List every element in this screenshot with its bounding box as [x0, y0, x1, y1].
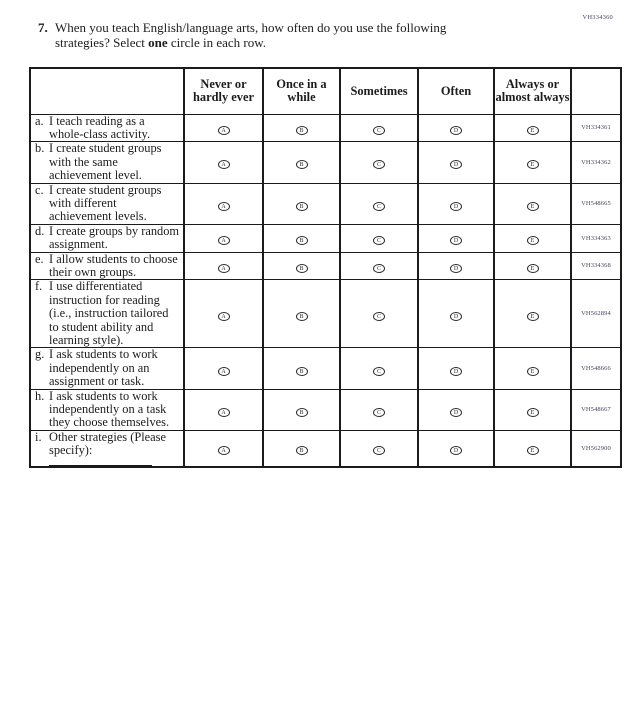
- column-header: Sometimes: [340, 68, 418, 114]
- response-cell: [263, 389, 340, 430]
- row-stem-text: [49, 280, 183, 347]
- response-cell: [418, 114, 494, 142]
- row-code: VH548666: [571, 348, 621, 389]
- answer-bubble-a[interactable]: A: [218, 264, 230, 273]
- response-cell: [418, 252, 494, 280]
- answer-bubble-c[interactable]: C: [373, 160, 385, 169]
- row-letter: d.: [35, 223, 45, 238]
- answer-bubble-d[interactable]: D: [450, 446, 462, 455]
- row-code: VH334363: [571, 224, 621, 252]
- row-letter: c.: [35, 182, 44, 197]
- table-row: [30, 142, 621, 183]
- response-cell: [340, 389, 418, 430]
- answer-bubble-c[interactable]: C: [373, 367, 385, 376]
- answer-bubble-d[interactable]: D: [450, 236, 462, 245]
- row-stem-text: [49, 115, 183, 142]
- page-accession-code: VH334360: [582, 14, 613, 21]
- row-stem-label: I ask students to work independently on a task they choose themselves.: [49, 388, 170, 430]
- answer-bubble-b[interactable]: B: [296, 408, 308, 417]
- table-row: [30, 280, 621, 348]
- response-cell: [340, 252, 418, 280]
- response-cell: [340, 224, 418, 252]
- strategies-table: [29, 67, 622, 468]
- response-cell: [494, 183, 571, 224]
- answer-bubble-a[interactable]: A: [218, 236, 230, 245]
- row-code: VH334361: [571, 114, 621, 142]
- row-stem-text: [49, 142, 183, 182]
- answer-bubble-e[interactable]: E: [527, 236, 539, 245]
- response-cell: [184, 430, 263, 466]
- response-cell: [263, 430, 340, 466]
- answer-bubble-c[interactable]: C: [373, 408, 385, 417]
- header-row: [30, 68, 621, 114]
- row-stem-cell: [30, 114, 184, 142]
- row-stem-text: [49, 431, 183, 466]
- answer-bubble-a[interactable]: A: [218, 446, 230, 455]
- row-stem-label: I create student groups with the same achievement level.: [49, 141, 162, 183]
- row-stem-label: Other strategies (Please specify):: [49, 429, 166, 458]
- answer-bubble-b[interactable]: B: [296, 312, 308, 321]
- answer-bubble-a[interactable]: A: [218, 408, 230, 417]
- response-cell: [184, 348, 263, 389]
- table-row: [30, 348, 621, 389]
- row-letter: e.: [35, 251, 44, 266]
- response-cell: [494, 348, 571, 389]
- response-cell: [494, 224, 571, 252]
- response-cell: [418, 280, 494, 348]
- answer-bubble-a[interactable]: A: [218, 312, 230, 321]
- response-cell: [494, 430, 571, 466]
- answer-bubble-d[interactable]: D: [450, 367, 462, 376]
- column-header: Often: [418, 68, 494, 114]
- row-code: VH334368: [571, 252, 621, 280]
- answer-bubble-e[interactable]: E: [527, 446, 539, 455]
- row-stem-label: I create groups by random assignment.: [49, 223, 180, 252]
- response-cell: [494, 389, 571, 430]
- row-stem-label: I teach reading as a whole-class activity.: [49, 113, 151, 141]
- row-code: VH334362: [571, 142, 621, 183]
- response-cell: [340, 114, 418, 142]
- answer-bubble-e[interactable]: E: [527, 126, 539, 135]
- answer-bubble-e[interactable]: E: [527, 408, 539, 417]
- response-cell: [418, 224, 494, 252]
- row-stem-text: [49, 184, 183, 224]
- row-stem-text: [49, 390, 183, 430]
- response-cell: [263, 280, 340, 348]
- response-cell: [263, 348, 340, 389]
- answer-bubble-b[interactable]: B: [296, 367, 308, 376]
- response-cell: [184, 114, 263, 142]
- response-cell: [184, 389, 263, 430]
- row-stem-cell: [30, 252, 184, 280]
- answer-bubble-d[interactable]: D: [450, 312, 462, 321]
- answer-bubble-e[interactable]: E: [527, 367, 539, 376]
- table-row: [30, 224, 621, 252]
- response-cell: [184, 280, 263, 348]
- row-stem-cell: [30, 348, 184, 389]
- question-text-part2: circle in each row.: [167, 34, 267, 50]
- specify-blank-line: [49, 465, 152, 466]
- answer-bubble-b[interactable]: B: [296, 202, 308, 211]
- response-cell: [494, 114, 571, 142]
- answer-bubble-a[interactable]: A: [218, 160, 230, 169]
- answer-bubble-b[interactable]: B: [296, 264, 308, 273]
- answer-bubble-e[interactable]: E: [527, 312, 539, 321]
- row-stem-cell: [30, 280, 184, 348]
- answer-bubble-e[interactable]: E: [527, 264, 539, 273]
- answer-bubble-e[interactable]: E: [527, 160, 539, 169]
- answer-bubble-b[interactable]: B: [296, 236, 308, 245]
- response-cell: [184, 224, 263, 252]
- response-cell: [263, 142, 340, 183]
- table-row: [30, 389, 621, 430]
- row-letter: a.: [35, 113, 44, 128]
- response-cell: [418, 142, 494, 183]
- answer-bubble-c[interactable]: C: [373, 312, 385, 321]
- answer-bubble-d[interactable]: D: [450, 202, 462, 211]
- table-row: [30, 114, 621, 142]
- question-text-part1: When you teach English/language arts, how often do you use the following strategies? Select: [55, 20, 447, 50]
- response-cell: [263, 224, 340, 252]
- response-cell: [263, 252, 340, 280]
- response-cell: [263, 114, 340, 142]
- response-cell: [340, 348, 418, 389]
- row-stem-cell: [30, 430, 184, 466]
- response-cell: [494, 142, 571, 183]
- answer-bubble-a[interactable]: A: [218, 126, 230, 135]
- answer-bubble-d[interactable]: D: [450, 126, 462, 135]
- question-bold-word: one: [148, 34, 168, 50]
- row-stem-label: I create student groups with different achievement levels.: [49, 182, 162, 224]
- response-cell: [418, 430, 494, 466]
- column-header: Once in a while: [263, 68, 340, 114]
- answer-bubble-b[interactable]: B: [296, 160, 308, 169]
- row-stem-text: [49, 348, 183, 388]
- table-row: [30, 183, 621, 224]
- row-letter: h.: [35, 388, 45, 403]
- row-code: VH562894: [571, 280, 621, 348]
- row-stem-cell: [30, 389, 184, 430]
- response-cell: [340, 430, 418, 466]
- answer-bubble-d[interactable]: D: [450, 160, 462, 169]
- response-cell: [340, 183, 418, 224]
- row-stem-cell: [30, 183, 184, 224]
- answer-bubble-a[interactable]: A: [218, 367, 230, 376]
- answer-bubble-c[interactable]: C: [373, 264, 385, 273]
- answer-bubble-c[interactable]: C: [373, 126, 385, 135]
- answer-bubble-d[interactable]: D: [450, 264, 462, 273]
- answer-bubble-c[interactable]: C: [373, 202, 385, 211]
- answer-bubble-b[interactable]: B: [296, 446, 308, 455]
- row-letter: g.: [35, 347, 45, 362]
- response-cell: [340, 142, 418, 183]
- response-cell: [184, 252, 263, 280]
- row-stem-label: I allow students to choose their own groups.: [49, 251, 178, 279]
- row-stem-label: I use differentiated instruction for reading (i.e., instruction tailored to student ability and learning style).: [49, 279, 169, 347]
- column-header: Never or hardly ever: [184, 68, 263, 114]
- answer-bubble-c[interactable]: C: [373, 236, 385, 245]
- question-number: 7.: [38, 20, 48, 35]
- response-cell: [494, 280, 571, 348]
- row-stem-text: [49, 225, 183, 252]
- response-cell: [494, 252, 571, 280]
- question-text: [55, 21, 490, 50]
- row-stem-cell: [30, 224, 184, 252]
- answer-bubble-c[interactable]: C: [373, 446, 385, 455]
- response-cell: [184, 142, 263, 183]
- row-stem-text: [49, 253, 183, 280]
- answer-bubble-e[interactable]: E: [527, 202, 539, 211]
- table-row: [30, 252, 621, 280]
- answer-bubble-a[interactable]: A: [218, 202, 230, 211]
- row-code: VH548667: [571, 389, 621, 430]
- row-code: VH548665: [571, 183, 621, 224]
- answer-bubble-b[interactable]: B: [296, 126, 308, 135]
- row-letter: f.: [35, 279, 43, 294]
- strategies-table-body: [30, 114, 621, 467]
- row-stem-cell: [30, 142, 184, 183]
- row-stem-label: I ask students to work independently on an assignment or task.: [49, 347, 158, 389]
- answer-bubble-d[interactable]: D: [450, 408, 462, 417]
- table-row: [30, 430, 621, 466]
- column-header: Always or almost always: [494, 68, 571, 114]
- question: [38, 21, 490, 50]
- response-cell: [418, 389, 494, 430]
- row-letter: b.: [35, 141, 45, 156]
- response-cell: [340, 280, 418, 348]
- response-cell: [184, 183, 263, 224]
- row-letter: i.: [35, 429, 42, 444]
- response-cell: [418, 183, 494, 224]
- row-code: VH562900: [571, 430, 621, 466]
- response-cell: [418, 348, 494, 389]
- header-code-cell: [571, 68, 621, 114]
- response-cell: [263, 183, 340, 224]
- header-stem-cell: [30, 68, 184, 114]
